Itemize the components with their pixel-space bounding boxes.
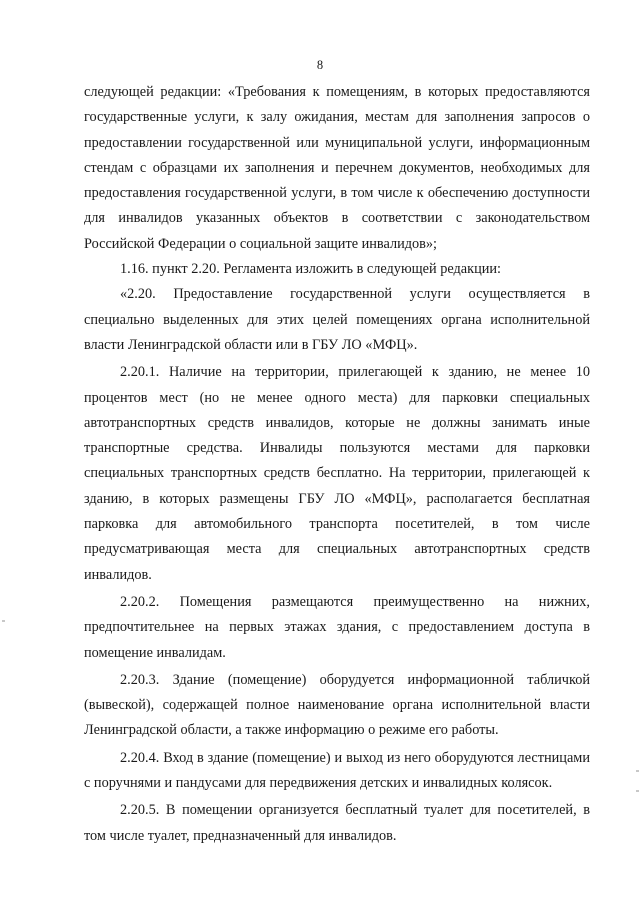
paragraph-2-20-3: 2.20.3. Здание (помещение) оборудуется информационной табличкой (вывеской), содержащей полное наименование органа исполнительной власти Ленинградской области, а также информацию о режиме его работы. [84,671,590,739]
paragraph-2-20-2: 2.20.2. Помещения размещаются преимущественно на нижних, предпочтительнее на первых этажах здания, с предоставлением доступа в помещение инвалидам. [84,593,590,661]
paragraph-2-20: «2.20. Предоставление государственной услуги осуществляется в специально выделенных для этих целей помещениях органа исполнительной власти Ленинградской области или в ГБУ ЛО «МФЦ». [84,286,590,353]
paragraph-2-20-5: 2.20.5. В помещении организуется бесплатный туалет для посетителей, в том числе туалет, предназначенный для инвалидов. [84,802,590,844]
page-number: 8 [316,58,324,72]
scan-edge-mark [2,620,5,622]
scan-edge-mark [636,770,639,772]
paragraph-2-20-4: 2.20.4. Вход в здание (помещение) и выход из него оборудуются лестницами с поручнями и пандусами для передвижения детских и инвалидных колясок. [84,749,590,792]
document-body [84,80,590,849]
scan-edge-mark [636,790,639,792]
paragraph-1-16: 1.16. пункт 2.20. Регламента изложить в следующей редакции: [120,261,502,278]
paragraph-requirements-continuation: следующей редакции: «Требования к помещениям, в которых предоставляются государственные услуги, к залу ожидания, местам для заполнения запросов о предоставлении государственной или муниципальной услуги, информационным стендам с образцами их заполнения и перечнем документов, необходимых для предоставления государственной услуги, в том числе к обеспечению доступности для инвалидов указанных объектов в соответствии с законодательством Российской Федерации о социальной защите инвалидов»; [84,84,590,252]
paragraph-2-20-1: 2.20.1. Наличие на территории, прилегающей к зданию, не менее 10 процентов мест (но не менее одного места) для парковки специальных автотранспортных средств инвалидов, которые не должны занимать иные транспортные средства. Инвалиды пользуются местами для парковки специальных транспортных средств бесплатно. На территории, прилегающей к зданию, в которых размещены ГБУ ЛО «МФЦ», располагается бесплатная парковка для автомобильного транспорта посетителей, в том числе предусматривающая места для специальных автотранспортных средств инвалидов. [84,364,590,583]
